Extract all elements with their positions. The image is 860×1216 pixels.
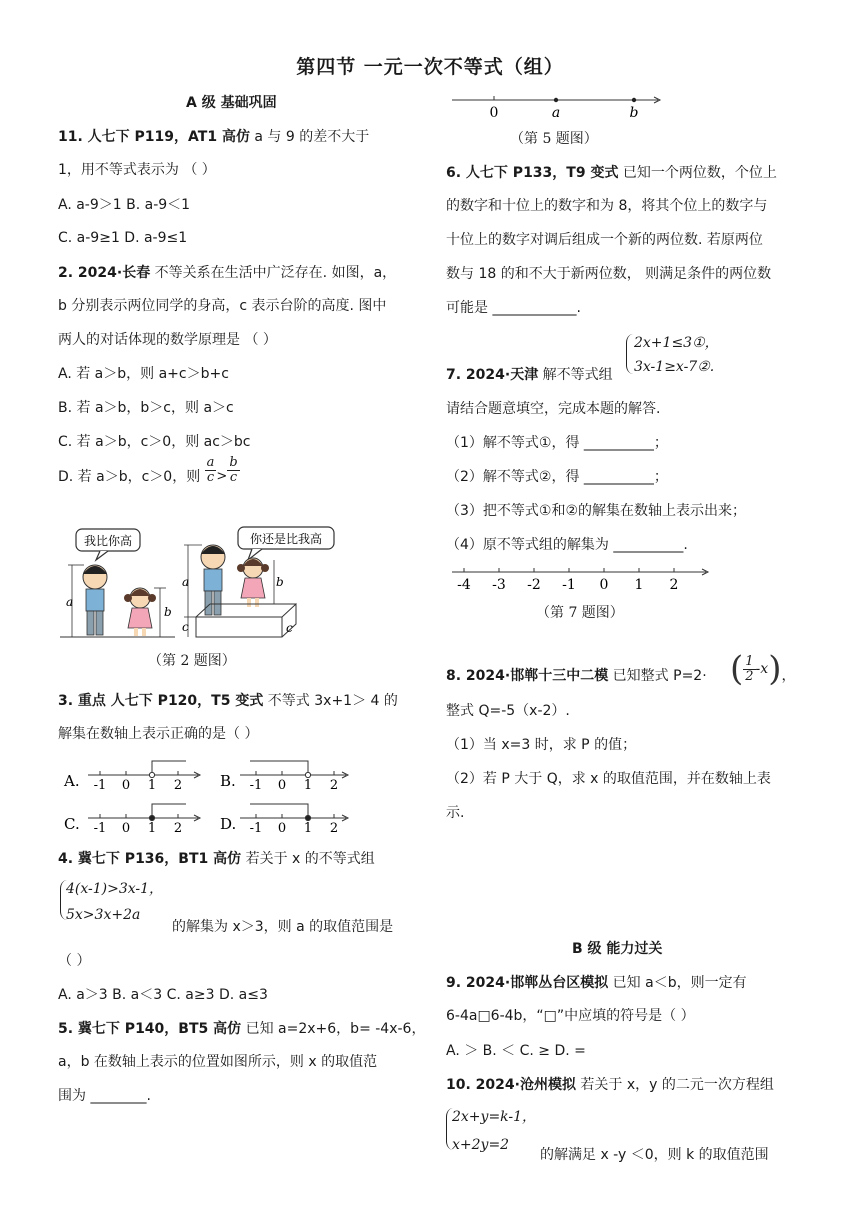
q4-stem3: （ ） — [58, 953, 91, 969]
girl-left-icon — [124, 588, 156, 636]
q4-stem2: 的解集为 x＞3，则 a 的取值范围是 — [172, 919, 394, 935]
girl-right-icon — [237, 558, 269, 607]
q3d-tick: -1 — [249, 821, 263, 836]
q9-options: A. ＞ B. ＜ C. ≥ D. = — [446, 1043, 586, 1059]
q11-stem2: 1，用不等式表示为 （ ） — [58, 162, 216, 178]
label-b: b — [164, 605, 172, 619]
q3-line1 — [58, 692, 398, 710]
q8-line1 — [446, 667, 707, 685]
q7-tick: 2 — [669, 577, 679, 593]
q8-part1: （1）当 x=3 时，求 P 的值； — [446, 737, 637, 753]
bubble-text-right: 你还是比我高 — [249, 532, 323, 546]
q3b-tick: 2 — [329, 778, 339, 793]
q7-tick: -3 — [492, 577, 506, 593]
section-a-heading: A 级 基础巩固 — [186, 95, 277, 111]
q3-label-b: B. — [220, 772, 236, 790]
q8-frac-rest: -x — [755, 661, 769, 677]
q7-caption: （第 7 题图） — [536, 605, 624, 621]
q3b-tick: 0 — [277, 778, 287, 793]
q5-stem2: a，b 在数轴上表示的位置如图所示，则 x 的取值范 — [58, 1054, 378, 1070]
q8-paren-expression: ( $\frac{1}{2}$ -x ) ， — [730, 649, 796, 689]
q3-stem1: 不等式 3x+1＞ 4 的 — [267, 693, 398, 709]
q3-tag: 3. 重点 人七下 P120，T5 变式 — [58, 693, 264, 709]
q7-tick: -4 — [457, 577, 471, 593]
q3d-tick: 0 — [277, 821, 287, 836]
q3-label-c: C. — [64, 815, 80, 833]
q4-stem1: 若关于 x 的不等式组 — [245, 851, 375, 867]
q5-stem3: 围为 ________. — [58, 1088, 151, 1104]
frac-num: 1 — [745, 653, 754, 669]
q2-frac-a-c — [205, 456, 217, 485]
q3d-tick: 2 — [329, 821, 339, 836]
q3-options-figure — [60, 757, 360, 837]
page-title: 第四节 一元一次不等式（组） — [296, 56, 564, 78]
q2-frac-b-c — [227, 456, 239, 485]
q2-tag: 2. 2024·长春 — [58, 265, 151, 281]
q8-stem1: 已知整式 P=2· — [612, 668, 707, 684]
label-c-right: c — [286, 621, 293, 635]
q9-line1 — [446, 974, 747, 992]
q3-label-d: D. — [220, 815, 237, 833]
q8-stem1-end: ， — [781, 668, 796, 684]
q7-part1: （1）解不等式①，得 __________； — [446, 435, 668, 451]
q2-line1 — [58, 264, 396, 282]
q2-stem2: b 分别表示两位同学的身高，c 表示台阶的高度. 图中 — [58, 298, 387, 314]
q6-stem1: 已知一个两位数，个位上 — [622, 165, 777, 181]
bubble-text-left: 我比你高 — [83, 534, 133, 548]
q4-options: A. a＞3 B. a＜3 C. a≥3 D. a≤3 — [58, 987, 268, 1003]
q5-line1 — [58, 1020, 425, 1038]
point-a — [554, 98, 558, 102]
q4-tag: 4. 冀七下 P136，BT1 高仿 — [58, 851, 242, 867]
q11-options-ab: A. a-9＞1 B. a-9＜1 — [58, 197, 191, 213]
q2-option-b: B. 若 a＞b，b＞c，则 a＞c — [58, 400, 234, 416]
q3c-tick: 1 — [147, 821, 157, 836]
label-c-left: c — [182, 620, 189, 634]
q7-brace — [626, 334, 633, 374]
q8-part2: （2）若 P 大于 Q，求 x 的取值范围，并在数轴上表 — [446, 771, 771, 787]
q10-system-line2: x+2y=2 — [452, 1137, 510, 1153]
q5-number-line — [450, 90, 665, 124]
q10-system-line1: 2x+y=k-1， — [452, 1109, 537, 1125]
q11-stem1: a 与 9 的差不大于 — [254, 129, 370, 145]
q7-tick: 1 — [634, 577, 644, 593]
q6-stem2: 的数字和十位上的数字和为 8，将其个位上的数字与 — [446, 198, 768, 214]
q6-line1 — [446, 164, 777, 182]
frac-den: c — [229, 469, 238, 485]
q7-number-line — [450, 566, 715, 596]
q3a-tick: 0 — [121, 778, 131, 793]
q7-part4: （4）原不等式组的解集为 __________. — [446, 537, 688, 553]
q7-tick: -2 — [527, 577, 541, 593]
q3d-tick: 1 — [303, 821, 313, 836]
q5-label-a: a — [551, 105, 561, 121]
q8-stem2: 整式 Q=-5（x-2）. — [446, 703, 570, 719]
q2-option-d: D. 若 a＞b，c＞0，则 $\frac{a}{c}$ > $\frac{b}{c}$ — [58, 454, 238, 485]
q2-option-d-text: D. 若 a＞b，c＞0，则 — [58, 469, 201, 485]
q9-stem1: 已知 a＜b，则一定有 — [612, 975, 747, 991]
q4-system-line2: 5x>3x+2a — [66, 907, 141, 923]
q5-label-0: 0 — [489, 105, 499, 121]
q4-line1 — [58, 850, 375, 868]
q5-caption: （第 5 题图） — [510, 131, 598, 147]
q3a-tick: 2 — [173, 778, 183, 793]
frac-den: c — [206, 469, 215, 485]
q2-stem1: 不等关系在生活中广泛存在. 如图，a， — [154, 265, 397, 281]
q7-line1 — [446, 366, 613, 384]
label-a: a — [66, 595, 74, 609]
q2-stem3: 两人的对话体现的数学原理是 （ ） — [58, 332, 277, 348]
q10-stem2: 的解满足 x -y ＜0，则 k 的取值范围 — [540, 1147, 769, 1163]
q7-part2: （2）解不等式②，得 __________； — [446, 469, 668, 485]
frac-num: b — [229, 454, 238, 470]
q7-tag: 7. 2024·天津 — [446, 367, 539, 383]
q3a-tick: -1 — [93, 778, 107, 793]
q7-system-line2: 3x-1≥x-7②. — [634, 359, 715, 375]
q9-tag: 9. 2024·邯郸丛台区模拟 — [446, 975, 609, 991]
frac-num: a — [206, 454, 215, 470]
q11-line1 — [58, 128, 369, 146]
q8-tag: 8. 2024·邯郸十三中二模 — [446, 668, 609, 684]
q10-stem1: 若关于 x，y 的二元一次方程组 — [580, 1077, 774, 1093]
q5-tag: 5. 冀七下 P140，BT5 高仿 — [58, 1021, 242, 1037]
section-b-heading: B 级 能力过关 — [572, 941, 663, 957]
boy-left-icon — [83, 565, 107, 635]
label-b-right: b — [276, 575, 284, 589]
q3-stem2: 解集在数轴上表示正确的是（ ） — [58, 726, 259, 742]
q7-tick: -1 — [562, 577, 576, 593]
q2-figure — [60, 520, 350, 650]
label-a-right: a — [182, 575, 190, 589]
q11-tag: 11. 人七下 P119，AT1 高仿 — [58, 129, 250, 145]
q7-stem0: 解不等式组 — [542, 367, 613, 383]
q6-tag: 6. 人七下 P133，T9 变式 — [446, 165, 619, 181]
q3c-tick: -1 — [93, 821, 107, 836]
q9-stem2: 6-4a□6-4b，“□”中应填的符号是（ ） — [446, 1008, 695, 1024]
q5-stem1: 已知 a=2x+6，b= -4x-6， — [245, 1021, 426, 1037]
q10-line1 — [446, 1076, 774, 1094]
q4-system-line1: 4(x-1)>3x-1， — [66, 881, 164, 897]
point-b — [632, 98, 636, 102]
q3-label-a: A. — [64, 772, 80, 790]
q6-stem4: 数与 18 的和不大于新两位数， 则满足条件的两位数 — [446, 266, 772, 282]
q2-option-c: C. 若 a＞b，c＞0，则 ac＞bc — [58, 434, 251, 450]
q8-part3: 示. — [446, 805, 465, 821]
q6-stem5: 可能是 ____________. — [446, 300, 581, 316]
q7-system-line1: 2x+1≤3①， — [634, 335, 719, 351]
q11-options-cd: C. a-9≥1 D. a-9≤1 — [58, 230, 188, 246]
q7-part3: （3）把不等式①和②的解集在数轴上表示出来； — [446, 503, 747, 519]
q3c-tick: 2 — [173, 821, 183, 836]
q5-label-b: b — [629, 105, 639, 121]
q2-caption: （第 2 题图） — [148, 653, 236, 669]
q3b-tick: -1 — [249, 778, 263, 793]
q3a-tick: 1 — [147, 778, 157, 793]
q2-option-a: A. 若 a＞b，则 a+c＞b+c — [58, 366, 229, 382]
q10-tag: 10. 2024·沧州模拟 — [446, 1077, 576, 1093]
q3c-tick: 0 — [121, 821, 131, 836]
q3b-tick: 1 — [303, 778, 313, 793]
q7-tick: 0 — [599, 577, 609, 593]
q8-fraction — [743, 655, 755, 684]
q7-stem1: 请结合题意填空，完成本题的解答. — [446, 401, 661, 417]
q6-stem3: 十位上的数字对调后组成一个新的两位数. 若原两位 — [446, 232, 763, 248]
frac-den: 2 — [745, 668, 754, 684]
